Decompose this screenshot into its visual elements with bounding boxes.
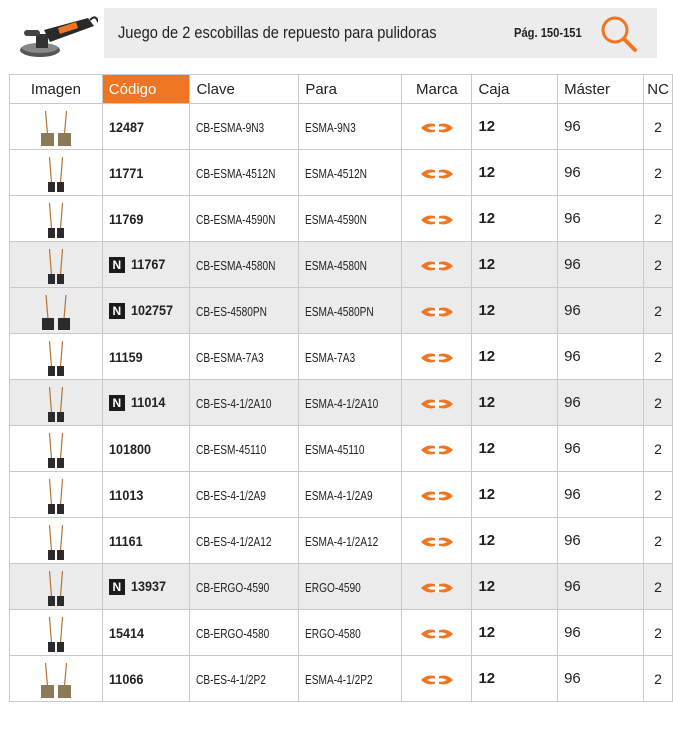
brand-cell bbox=[402, 334, 472, 380]
caja-cell bbox=[472, 564, 558, 610]
column-header-codigo: Código bbox=[102, 75, 190, 104]
product-code: 102757 bbox=[130, 301, 173, 318]
compatible-model: ESMA-4590N bbox=[305, 211, 368, 227]
nc-cell bbox=[644, 426, 673, 472]
caja-cell bbox=[472, 196, 558, 242]
column-header-nc: NC bbox=[644, 75, 673, 104]
caja-cell bbox=[472, 104, 558, 150]
truper-logo-icon bbox=[419, 351, 455, 365]
product-image-cell bbox=[10, 104, 103, 150]
master-quantity: 96 bbox=[564, 394, 581, 411]
caja-cell bbox=[472, 518, 558, 564]
product-code: 11771 bbox=[108, 164, 144, 181]
master-cell bbox=[558, 518, 644, 564]
product-code: 11066 bbox=[108, 670, 144, 687]
product-image-cell bbox=[10, 564, 103, 610]
truper-logo-icon bbox=[419, 121, 455, 135]
code-cell bbox=[102, 472, 190, 518]
product-key: CB-ES-4-1/2A12 bbox=[196, 533, 272, 549]
master-quantity: 96 bbox=[564, 486, 581, 503]
product-image-cell bbox=[10, 380, 103, 426]
brand-cell bbox=[402, 472, 472, 518]
brush-pair-large-icon bbox=[36, 659, 76, 699]
nc-value: 2 bbox=[654, 302, 662, 319]
table-row[interactable] bbox=[10, 242, 673, 288]
nc-cell bbox=[644, 380, 673, 426]
nc-cell bbox=[644, 242, 673, 288]
para-cell bbox=[299, 564, 402, 610]
column-header-master: Máster bbox=[558, 75, 644, 104]
code-cell bbox=[102, 380, 190, 426]
nc-cell bbox=[644, 472, 673, 518]
column-header-clave: Clave bbox=[190, 75, 299, 104]
search-icon[interactable] bbox=[598, 13, 640, 55]
para-cell bbox=[299, 196, 402, 242]
brush-pair-icon bbox=[45, 245, 67, 285]
box-quantity: 12 bbox=[478, 256, 496, 273]
brush-pair-icon bbox=[45, 521, 67, 561]
product-code: 12487 bbox=[108, 118, 144, 135]
brush-pair-wide-icon bbox=[36, 291, 76, 331]
compatible-model: ERGO-4590 bbox=[305, 579, 362, 595]
master-cell bbox=[558, 242, 644, 288]
brush-pair-large-icon bbox=[36, 107, 76, 147]
master-quantity: 96 bbox=[564, 578, 581, 595]
clave-cell bbox=[190, 334, 299, 380]
box-quantity: 12 bbox=[478, 578, 496, 595]
clave-cell bbox=[190, 610, 299, 656]
master-cell bbox=[558, 426, 644, 472]
caja-cell bbox=[472, 472, 558, 518]
master-cell bbox=[558, 288, 644, 334]
box-quantity: 12 bbox=[478, 394, 496, 411]
page-title: Juego de 2 escobillas de repuesto para pulidoras bbox=[118, 23, 437, 42]
product-image-cell bbox=[10, 334, 103, 380]
compatible-model: ESMA-4512N bbox=[305, 165, 368, 181]
master-quantity: 96 bbox=[564, 440, 581, 457]
product-code: 101800 bbox=[108, 440, 151, 457]
column-header-para: Para bbox=[299, 75, 402, 104]
para-cell bbox=[299, 610, 402, 656]
product-code: 15414 bbox=[108, 624, 144, 641]
code-cell bbox=[102, 334, 190, 380]
product-image-cell bbox=[10, 150, 103, 196]
clave-cell bbox=[190, 518, 299, 564]
master-cell bbox=[558, 334, 644, 380]
box-quantity: 12 bbox=[478, 486, 496, 503]
table-row[interactable] bbox=[10, 472, 673, 518]
nc-value: 2 bbox=[654, 532, 662, 549]
table-row[interactable] bbox=[10, 610, 673, 656]
truper-logo-icon bbox=[419, 673, 455, 687]
clave-cell bbox=[190, 150, 299, 196]
nc-value: 2 bbox=[654, 256, 662, 273]
clave-cell bbox=[190, 242, 299, 288]
nc-value: 2 bbox=[654, 348, 662, 365]
product-image-cell bbox=[10, 472, 103, 518]
product-code: 11769 bbox=[108, 210, 144, 227]
product-key: CB-ERGO-4590 bbox=[196, 579, 270, 595]
caja-cell bbox=[472, 656, 558, 702]
brush-pair-icon bbox=[45, 383, 67, 423]
nc-value: 2 bbox=[654, 164, 662, 181]
truper-logo-icon bbox=[419, 489, 455, 503]
para-cell bbox=[299, 380, 402, 426]
brush-pair-icon bbox=[45, 613, 67, 653]
new-badge: N bbox=[109, 579, 125, 595]
code-cell bbox=[102, 564, 190, 610]
master-cell bbox=[558, 104, 644, 150]
column-header-marca: Marca bbox=[402, 75, 472, 104]
product-image-cell bbox=[10, 656, 103, 702]
caja-cell bbox=[472, 380, 558, 426]
header-bar bbox=[104, 8, 657, 58]
nc-cell bbox=[644, 564, 673, 610]
master-quantity: 96 bbox=[564, 348, 581, 365]
caja-cell bbox=[472, 426, 558, 472]
compatible-model: ESMA-45110 bbox=[305, 441, 365, 457]
caja-cell bbox=[472, 242, 558, 288]
table-row[interactable] bbox=[10, 518, 673, 564]
table-row[interactable] bbox=[10, 104, 673, 150]
code-cell bbox=[102, 288, 190, 334]
nc-cell bbox=[644, 610, 673, 656]
product-key: CB-ES-4-1/2A10 bbox=[196, 395, 272, 411]
product-key: CB-ES-4-1/2P2 bbox=[196, 671, 267, 687]
compatible-model: ESMA-4-1/2P2 bbox=[305, 671, 373, 687]
master-cell bbox=[558, 472, 644, 518]
new-badge: N bbox=[109, 395, 125, 411]
column-header-caja: Caja bbox=[472, 75, 558, 104]
nc-cell bbox=[644, 518, 673, 564]
product-image-cell bbox=[10, 518, 103, 564]
new-badge: N bbox=[109, 303, 125, 319]
table-row[interactable] bbox=[10, 196, 673, 242]
truper-logo-icon bbox=[419, 397, 455, 411]
master-quantity: 96 bbox=[564, 532, 581, 549]
product-image-cell bbox=[10, 242, 103, 288]
truper-logo-icon bbox=[419, 305, 455, 319]
box-quantity: 12 bbox=[478, 670, 496, 687]
column-header-imagen: Imagen bbox=[10, 75, 103, 104]
caja-cell bbox=[472, 334, 558, 380]
master-quantity: 96 bbox=[564, 624, 581, 641]
product-key: CB-ESMA-7A3 bbox=[196, 349, 265, 365]
box-quantity: 12 bbox=[478, 348, 496, 365]
code-cell bbox=[102, 242, 190, 288]
compatible-model: ESMA-4580N bbox=[305, 257, 368, 273]
product-key: CB-ESMA-4580N bbox=[196, 257, 276, 273]
product-image-cell bbox=[10, 610, 103, 656]
brand-cell bbox=[402, 104, 472, 150]
brush-pair-icon bbox=[45, 199, 67, 239]
product-code: 11767 bbox=[130, 255, 166, 272]
product-code: 11014 bbox=[130, 393, 166, 410]
para-cell bbox=[299, 518, 402, 564]
clave-cell bbox=[190, 472, 299, 518]
brand-cell bbox=[402, 518, 472, 564]
compatible-model: ESMA-4-1/2A12 bbox=[305, 533, 379, 549]
nc-value: 2 bbox=[654, 118, 662, 135]
compatible-model: ERGO-4580 bbox=[305, 625, 362, 641]
compatible-model: ESMA-4580PN bbox=[305, 303, 375, 319]
product-key: CB-ES-4580PN bbox=[196, 303, 268, 319]
nc-value: 2 bbox=[654, 486, 662, 503]
caja-cell bbox=[472, 150, 558, 196]
code-cell bbox=[102, 426, 190, 472]
table-row[interactable] bbox=[10, 150, 673, 196]
truper-logo-icon bbox=[419, 581, 455, 595]
brand-cell bbox=[402, 242, 472, 288]
product-key: CB-ES-4-1/2A9 bbox=[196, 487, 267, 503]
compatible-model: ESMA-9N3 bbox=[305, 119, 357, 135]
product-code: 13937 bbox=[130, 577, 166, 594]
brush-pair-icon bbox=[45, 429, 67, 469]
table-row[interactable] bbox=[10, 564, 673, 610]
para-cell bbox=[299, 242, 402, 288]
nc-cell bbox=[644, 104, 673, 150]
brand-cell bbox=[402, 150, 472, 196]
product-key: CB-ESMA-4512N bbox=[196, 165, 276, 181]
para-cell bbox=[299, 150, 402, 196]
master-cell bbox=[558, 656, 644, 702]
para-cell bbox=[299, 334, 402, 380]
clave-cell bbox=[190, 196, 299, 242]
brand-cell bbox=[402, 196, 472, 242]
clave-cell bbox=[190, 288, 299, 334]
box-quantity: 12 bbox=[478, 532, 496, 549]
box-quantity: 12 bbox=[478, 440, 496, 457]
product-code: 11161 bbox=[108, 532, 143, 549]
clave-cell bbox=[190, 426, 299, 472]
truper-logo-icon bbox=[419, 167, 455, 181]
box-quantity: 12 bbox=[478, 624, 496, 641]
brush-pair-icon bbox=[45, 153, 67, 193]
nc-value: 2 bbox=[654, 210, 662, 227]
brush-pair-icon bbox=[45, 567, 67, 607]
product-key: CB-ESM-45110 bbox=[196, 441, 267, 457]
master-quantity: 96 bbox=[564, 670, 581, 687]
clave-cell bbox=[190, 104, 299, 150]
product-table bbox=[9, 74, 673, 702]
truper-logo-icon bbox=[419, 213, 455, 227]
product-key: CB-ESMA-9N3 bbox=[196, 119, 265, 135]
brush-pair-icon bbox=[45, 337, 67, 377]
para-cell bbox=[299, 426, 402, 472]
nc-cell bbox=[644, 150, 673, 196]
nc-value: 2 bbox=[654, 624, 662, 641]
table-row[interactable] bbox=[10, 334, 673, 380]
caja-cell bbox=[472, 288, 558, 334]
nc-value: 2 bbox=[654, 394, 662, 411]
table-row[interactable] bbox=[10, 426, 673, 472]
code-cell bbox=[102, 656, 190, 702]
nc-value: 2 bbox=[654, 440, 662, 457]
nc-cell bbox=[644, 334, 673, 380]
master-quantity: 96 bbox=[564, 164, 581, 181]
code-cell bbox=[102, 196, 190, 242]
nc-value: 2 bbox=[654, 578, 662, 595]
nc-cell bbox=[644, 288, 673, 334]
brand-cell bbox=[402, 610, 472, 656]
truper-logo-icon bbox=[419, 443, 455, 457]
brand-cell bbox=[402, 656, 472, 702]
product-code: 11159 bbox=[108, 348, 143, 365]
brush-pair-icon bbox=[45, 475, 67, 515]
box-quantity: 12 bbox=[478, 118, 496, 135]
master-cell bbox=[558, 196, 644, 242]
product-key: CB-ERGO-4580 bbox=[196, 625, 270, 641]
box-quantity: 12 bbox=[478, 164, 496, 181]
product-image-cell bbox=[10, 196, 103, 242]
master-quantity: 96 bbox=[564, 210, 581, 227]
nc-value: 2 bbox=[654, 670, 662, 687]
code-cell bbox=[102, 150, 190, 196]
compatible-model: ESMA-4-1/2A9 bbox=[305, 487, 373, 503]
new-badge: N bbox=[109, 257, 125, 273]
master-cell bbox=[558, 610, 644, 656]
code-cell bbox=[102, 518, 190, 564]
clave-cell bbox=[190, 380, 299, 426]
page-reference: Pág. 150-151 bbox=[514, 25, 582, 40]
product-code: 11013 bbox=[108, 486, 144, 503]
truper-logo-icon bbox=[419, 259, 455, 273]
clave-cell bbox=[190, 656, 299, 702]
para-cell bbox=[299, 472, 402, 518]
table-row[interactable] bbox=[10, 656, 673, 702]
box-quantity: 12 bbox=[478, 302, 496, 319]
para-cell bbox=[299, 656, 402, 702]
table-row[interactable] bbox=[10, 288, 673, 334]
truper-logo-icon bbox=[419, 627, 455, 641]
table-row[interactable] bbox=[10, 380, 673, 426]
master-cell bbox=[558, 564, 644, 610]
master-quantity: 96 bbox=[564, 118, 581, 135]
product-key: CB-ESMA-4590N bbox=[196, 211, 276, 227]
code-cell bbox=[102, 610, 190, 656]
master-cell bbox=[558, 150, 644, 196]
master-cell bbox=[558, 380, 644, 426]
brand-cell bbox=[402, 426, 472, 472]
table-header bbox=[10, 75, 673, 104]
para-cell bbox=[299, 104, 402, 150]
master-quantity: 96 bbox=[564, 256, 581, 273]
code-cell bbox=[102, 104, 190, 150]
product-image-cell bbox=[10, 288, 103, 334]
brand-cell bbox=[402, 564, 472, 610]
truper-logo-icon bbox=[419, 535, 455, 549]
nc-cell bbox=[644, 656, 673, 702]
product-image-cell bbox=[10, 426, 103, 472]
brand-cell bbox=[402, 380, 472, 426]
compatible-model: ESMA-4-1/2A10 bbox=[305, 395, 379, 411]
caja-cell bbox=[472, 610, 558, 656]
nc-cell bbox=[644, 196, 673, 242]
clave-cell bbox=[190, 564, 299, 610]
compatible-model: ESMA-7A3 bbox=[305, 349, 356, 365]
box-quantity: 12 bbox=[478, 210, 496, 227]
brand-cell bbox=[402, 288, 472, 334]
master-quantity: 96 bbox=[564, 302, 581, 319]
para-cell bbox=[299, 288, 402, 334]
angle-grinder-icon bbox=[10, 10, 98, 64]
